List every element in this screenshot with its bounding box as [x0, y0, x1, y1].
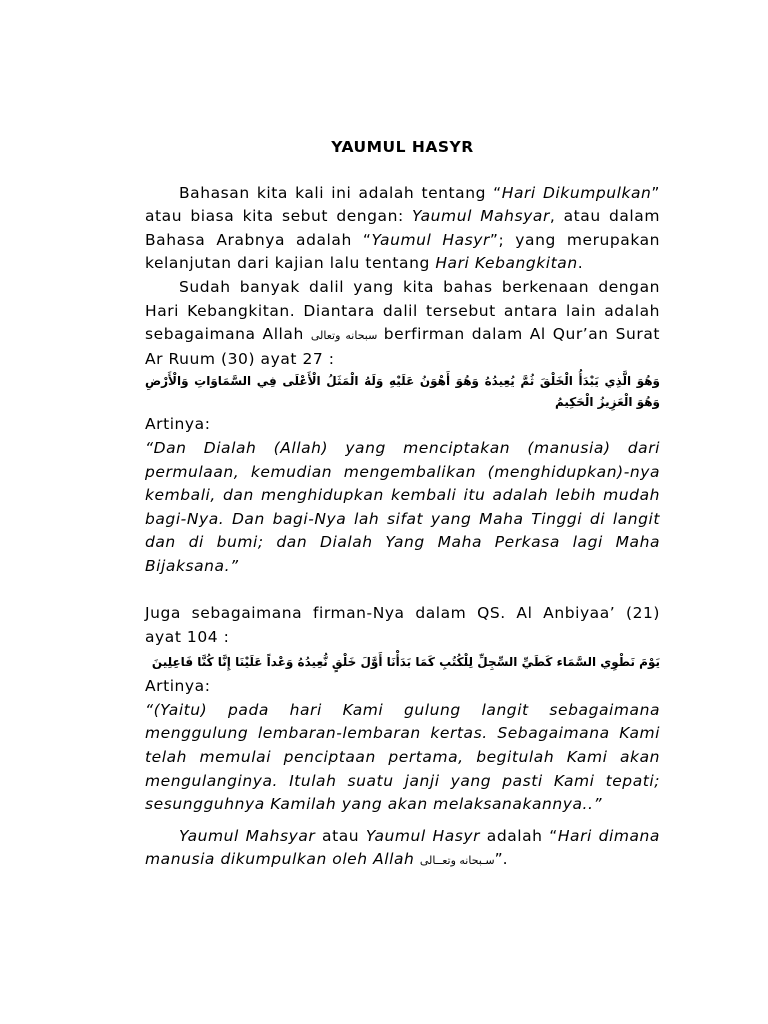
paragraph-definition: [145, 825, 660, 873]
arabic-subhanahu-wa-taala: سبحانه وتعالى: [310, 329, 378, 343]
paragraph-anbiyaa: Juga sebagaimana firman-Nya dalam QS. Al Anbiyaa’ (21) ayat 104 :: [145, 604, 660, 646]
quran-verse-al-anbiyaa-104: يَوْمَ نَطْوِي السَّمَاء كَطَيِّ السِّجِلِّ لِلْكُتُبِ كَمَا بَدَأْنَا أَوَّلَ خَلْقٍ نُّعِيدُهُ وَعْداً عَلَيْنَا إِنَّا كُنَّا فَاعِلِينَ: [151, 655, 660, 670]
document-title: YAUMUL HASYR: [331, 138, 474, 156]
document-page: [145, 136, 660, 873]
intro-italic-hari-kebangkitan: Hari Kebangkitan: [435, 254, 578, 273]
intro-italic-yaumul-hasyr: Yaumul Hasyr: [371, 230, 490, 249]
def-text-3: ”.: [494, 850, 508, 869]
spacer: [145, 579, 660, 603]
paragraph-intro: [145, 182, 660, 276]
quran-verse-ar-ruum-27: وَهُوَ الَّذِي يَبْدَأُ الْخَلْقَ ثُمَّ يُعِيدُهُ وَهُوَ أَهْوَنُ عَلَيْهِ وَلَهُ الْمَثَلُ الْأَعْلَى فِي السَّمَاوَاتِ وَالْأَرْضِ وَهُوَ الْعَزِيزُ الْحَكِيمُ: [145, 374, 660, 410]
def-italic-yaumul-hasyr: Yaumul Hasyr: [365, 826, 481, 845]
intro-text-2: ” atau biasa kita sebut dengan:: [145, 183, 661, 226]
arabic-subhanahu-wa-taala-2: سـبحانه وتعــالى: [419, 854, 495, 868]
translation-ar-ruum-27: [145, 437, 660, 579]
intro-text-1: Bahasan kita kali ini adalah tentang “: [179, 183, 502, 202]
intro-text-4: ”; yang merupakan kelanjutan dari kajian lalu tentang: [145, 230, 661, 273]
spacer-small: [145, 817, 660, 825]
translation-1-text: “Dan Dialah (Allah) yang menciptakan (manusia) dari permulaan, kemudian mengembalikan (menghidupkan)-nya kembali, dan menghidupkan kembali itu adalah lebih mudah bagi-Nya. Dan bagi-Nya lah sifat yang Maha Tinggi di langit dan di bumi; dan Dialah Yang Maha Perkasa lagi Maha Bijaksana.”: [145, 438, 660, 575]
def-italic-hari-dimana: Hari dimana manusia dikumpulkan oleh Allah: [145, 826, 660, 869]
paragraph-dalil: [145, 276, 660, 371]
intro-italic-hari-dikumpulkan: Hari Dikumpulkan: [501, 183, 652, 202]
dalil-text-2: berfirman dalam Al Qur’an Surat Ar Ruum (30) ayat 27 :: [145, 325, 661, 368]
artinya-label-1: Artinya:: [145, 415, 211, 434]
intro-text-3: , atau dalam Bahasa Arabnya adalah “: [145, 207, 660, 249]
def-text-2: adalah “: [480, 826, 558, 845]
translation-al-anbiyaa-104: [145, 699, 660, 817]
intro-italic-yaumul-mahsyar: Yaumul Mahsyar: [412, 207, 550, 226]
artinya-label-2: Artinya:: [145, 677, 211, 696]
def-italic-yaumul-mahsyar: Yaumul Mahsyar: [179, 826, 316, 845]
translation-2-text: “(Yaitu) pada hari Kami gulung langit sebagaimana menggulung lembaran-lembaran kertas. Sebagaimana Kami telah memulai penciptaan pertama, begitulah Kami akan mengulanginya. Itulah suatu janji yang pasti Kami tepati; sesungguhnya Kamilah yang akan melaksanakannya..”: [145, 700, 660, 814]
def-text-1: atau: [315, 826, 366, 845]
dalil-text-1: Sudah banyak dalil yang kita bahas berkenaan dengan Hari Kebangkitan. Diantara dalil tersebut antara lain adalah sebagaimana Allah: [145, 277, 660, 344]
intro-text-5: .: [577, 254, 584, 273]
